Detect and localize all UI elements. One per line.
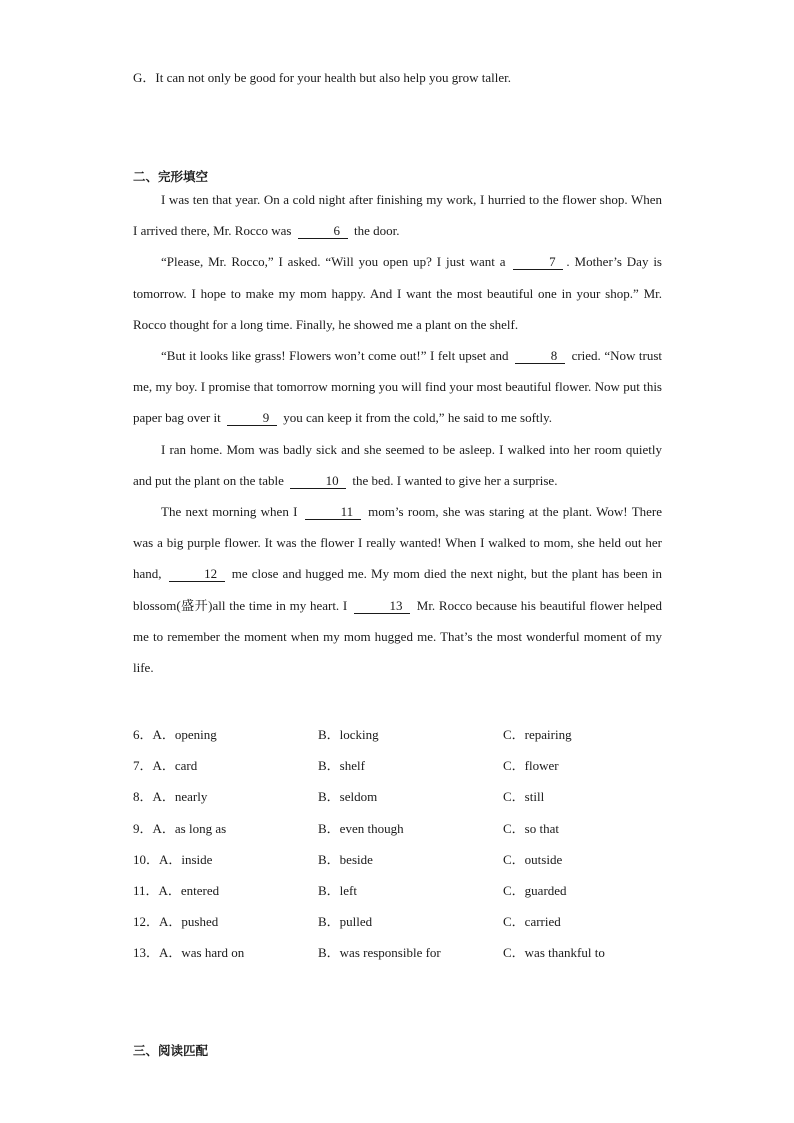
text: I ran home. Mom was badly sick and she seemed to be asleep. I walked into her room quietly and put the plant on the table (133, 441, 662, 488)
option-b[interactable]: B．left (318, 882, 357, 898)
option-a[interactable]: 6．A．opening (133, 727, 217, 742)
option-c[interactable]: C．so that (503, 820, 559, 836)
option-a[interactable]: 9．A．as long as (133, 820, 227, 836)
option-b[interactable]: B．pulled (318, 914, 373, 930)
option-a[interactable]: 12．A．pushed (133, 914, 219, 930)
option-g: G．It can not only be good for your health but also help you grow taller. (133, 70, 512, 85)
text: the door. (353, 223, 400, 239)
option-c[interactable]: C．flower (503, 758, 559, 774)
text: The next morning when I (161, 504, 298, 520)
paragraph-1 (133, 184, 662, 246)
blank-9[interactable]: 9 (227, 411, 277, 426)
option-b[interactable]: B．shelf (318, 758, 365, 774)
section-heading-reading-match: 三、阅读匹配 (133, 1043, 209, 1058)
paragraph-3 (133, 340, 662, 434)
question-6 (133, 716, 673, 747)
blank-8[interactable]: 8 (515, 349, 565, 364)
option-c[interactable]: C．carried (503, 914, 561, 930)
text: you can keep it from the cold,” he said to me softly. (283, 410, 553, 426)
cloze-passage (133, 184, 662, 683)
option-c[interactable]: C．repairing (503, 727, 572, 742)
blank-11[interactable]: 11 (305, 505, 361, 520)
blank-6[interactable]: 6 (298, 224, 348, 239)
option-a[interactable]: 11．A．entered (133, 882, 220, 898)
text: me close and hugged me. My mom died the next night, but the plant has been in blossom(盛开)all the time in my heart. I (133, 566, 663, 613)
question-11 (133, 872, 673, 903)
blank-13[interactable]: 13 (354, 599, 410, 614)
option-c[interactable]: C．guarded (503, 882, 567, 898)
text: the bed. I wanted to give her a surprise. (352, 472, 558, 488)
option-a[interactable]: 8．A．nearly (133, 789, 208, 805)
option-b[interactable]: B．even though (318, 820, 404, 836)
blank-10[interactable]: 10 (290, 474, 346, 489)
text: “But it looks like grass! Flowers won’t come out!” I felt upset and (161, 348, 509, 364)
text: cried. “Now trust me, my boy. I promise that tomorrow morning you will find your most beautiful flower. Now put this paper bag over it (133, 348, 663, 426)
blank-12[interactable]: 12 (169, 567, 225, 582)
question-7 (133, 747, 673, 778)
option-b[interactable]: B．seldom (318, 789, 378, 805)
option-b[interactable]: B．locking (318, 727, 379, 742)
text: I was ten that year. On a cold night after finishing my work, I hurried to the flower shop. When I arrived there, Mr. Rocco was (133, 192, 662, 239)
option-c[interactable]: C．was thankful to (503, 945, 605, 961)
paragraph-4 (133, 434, 662, 496)
question-9 (133, 810, 673, 841)
text: mom’s room, she was staring at the plant. Wow! There was a big purple flower. It was the flower I really wanted! When I walked to mom, she held out her hand, (133, 504, 663, 582)
question-13 (133, 934, 673, 965)
text: “Please, Mr. Rocco,” I asked. “Will you open up? I just want a (161, 254, 506, 270)
option-a[interactable]: 10．A．inside (133, 851, 213, 867)
option-c[interactable]: C．outside (503, 851, 563, 867)
option-c[interactable]: C．still (503, 789, 545, 805)
text: . Mother’s Day is tomorrow. I hope to make my mom happy. And I want the most beautiful one in your shop.” Mr. Rocco thought for a long time. Finally, he showed me a plant on the shelf. (133, 254, 662, 332)
option-a[interactable]: 13．A．was hard on (133, 945, 245, 961)
question-8 (133, 778, 673, 809)
text: Mr. Rocco because his beautiful flower helped me to remember the moment when my mom hugged me. That’s the most wonderful moment of my life. (133, 597, 662, 676)
paragraph-5 (133, 496, 662, 683)
question-10 (133, 841, 673, 872)
option-b[interactable]: B．was responsible for (318, 945, 441, 961)
question-list (133, 716, 673, 966)
option-b[interactable]: B．beside (318, 851, 373, 867)
blank-7[interactable]: 7 (513, 255, 563, 270)
paragraph-2 (133, 246, 662, 340)
question-12 (133, 903, 673, 934)
section-heading-cloze: 二、完形填空 (133, 169, 209, 184)
option-a[interactable]: 7．A．card (133, 758, 198, 774)
